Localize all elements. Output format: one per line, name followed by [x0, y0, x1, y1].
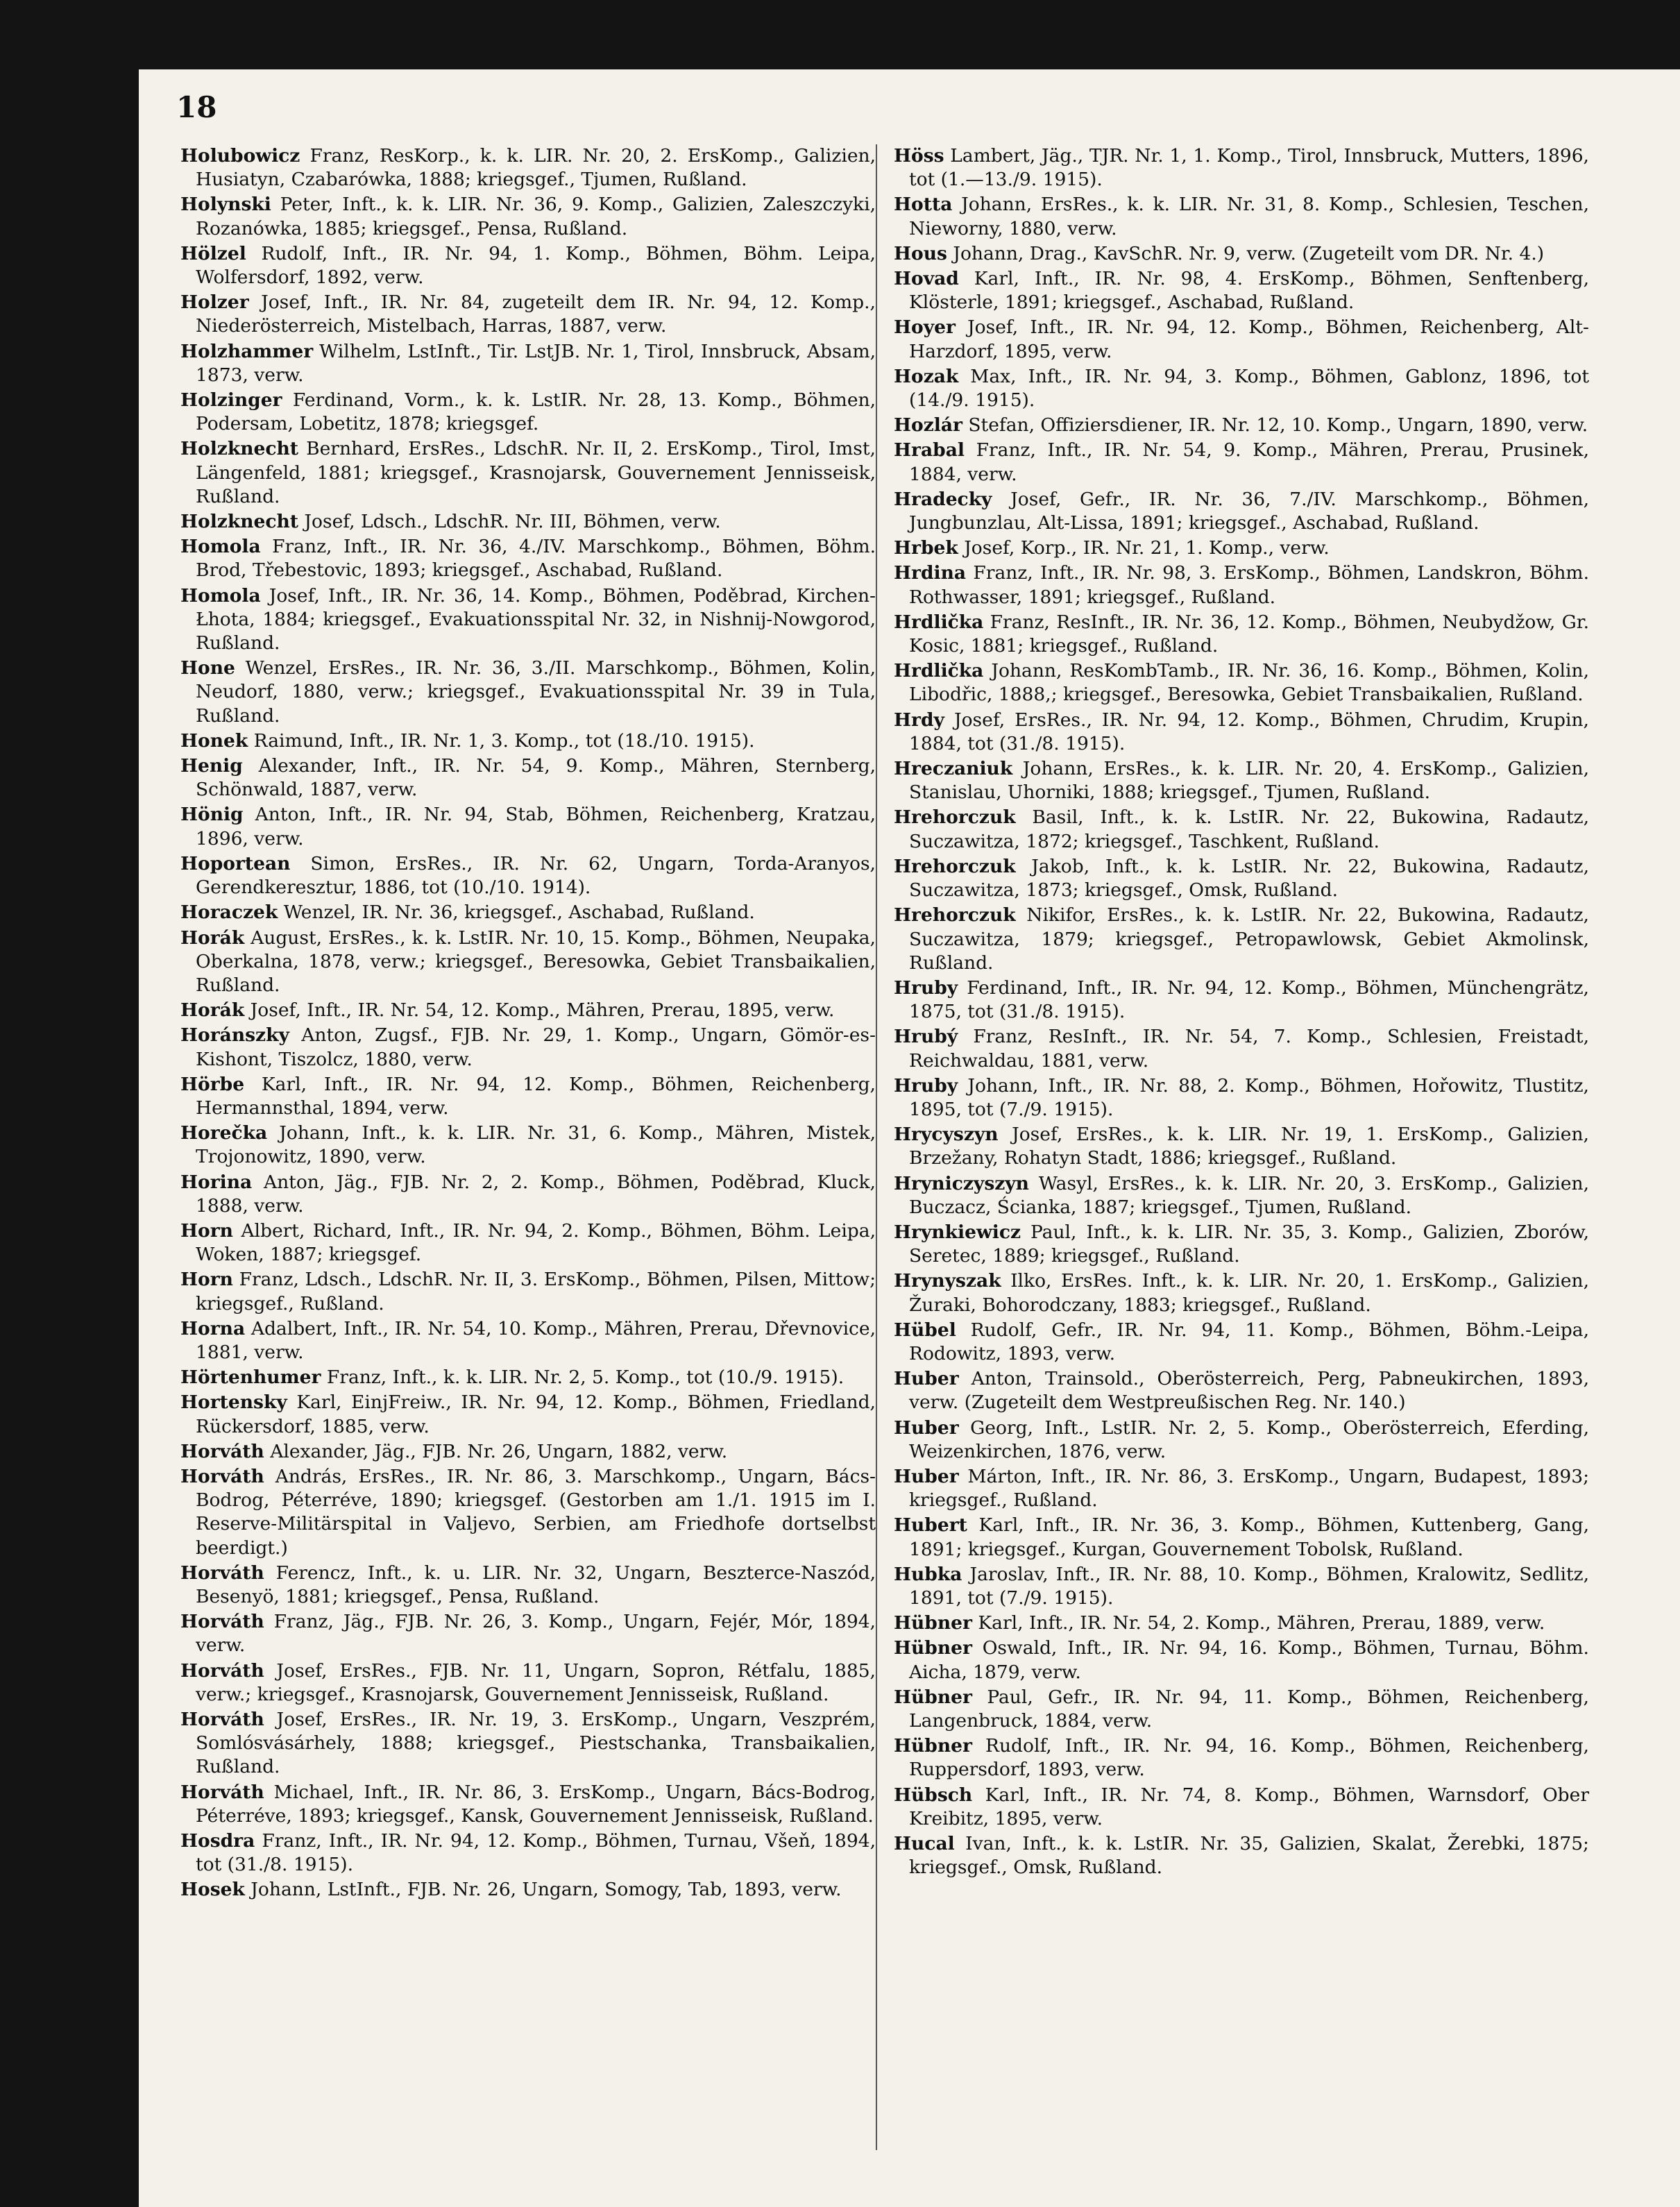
entry-details: Márton, Inft., IR. Nr. 86, 3. ErsKomp., Ungarn, Budapest, 1893; kriegsgef., Rußland. [909, 1465, 1589, 1512]
entry-surname: Hrynkiewicz [894, 1221, 1021, 1243]
list-entry [894, 1074, 1589, 1122]
entry-surname: Höss [894, 145, 944, 167]
list-entry [180, 1024, 876, 1071]
entry-details: Alexander, Jäg., FJB. Nr. 26, Ungarn, 1882, verw. [270, 1440, 728, 1462]
entry-details: Simon, ErsRes., IR. Nr. 62, Ungarn, Torda-Aranyos, Gerendkeresztur, 1886, tot (10./10. 1914). [196, 852, 876, 899]
entry-surname: Honek [180, 729, 248, 752]
entry-details: Nikifor, ErsRes., k. k. LstIR. Nr. 22, Bukowina, Radautz, Suczawitza, 1879; kriegsgef., Petropawlowsk, Gebiet Akmolinsk, Rußland. [909, 904, 1589, 974]
list-entry [894, 144, 1589, 192]
entry-surname: Horina [180, 1171, 253, 1193]
entry-details: Franz, Inft., IR. Nr. 36, 4./IV. Marschkomp., Böhmen, Böhm. Brod, Třebestovic, 1893; kriegsgef., Aschabad, Rußland. [196, 536, 876, 582]
entry-surname: Horváth [180, 1659, 264, 1682]
list-entry [180, 1219, 876, 1267]
entry-details: Georg, Inft., LstIR. Nr. 2, 5. Komp., Oberösterreich, Eferding, Weizenkirchen, 1876, verw. [909, 1417, 1589, 1462]
entry-surname: Hörbe [180, 1073, 245, 1095]
list-entry [894, 1465, 1589, 1512]
list-entry [180, 1708, 876, 1779]
entry-details: Wilhelm, LstInft., Tir. LstJB. Nr. 1, Tirol, Innsbruck, Absam, 1873, verw. [196, 340, 876, 386]
list-entry [180, 999, 876, 1022]
entry-surname: Horaczek [180, 902, 278, 924]
list-entry [180, 1366, 876, 1389]
entry-surname: Hoyer [894, 316, 956, 339]
entry-details: Anton, Jäg., FJB. Nr. 2, 2. Komp., Böhmen, Poděbrad, Kluck, 1888, verw. [196, 1171, 876, 1217]
list-entry [894, 1734, 1589, 1782]
right-column [894, 144, 1589, 1881]
entry-surname: Hoportean [180, 852, 291, 874]
list-entry [180, 657, 876, 728]
entry-details: Wasyl, ErsRes., k. k. LIR. Nr. 20, 3. ErsKomp., Galizien, Buczacz, Ścianka, 1887; kriegsgef., Tjumen, Rußland. [909, 1172, 1589, 1218]
entry-surname: Hrdlička [894, 611, 984, 633]
entry-details: Josef, ErsRes., IR. Nr. 19, 3. ErsKomp., Ungarn, Veszprém, Somlósvásárhely, 1888; kriegsgef., Piestschanka, Transbaikalien, Rußland. [196, 1709, 876, 1778]
entry-surname: Hosdra [180, 1830, 255, 1852]
entry-details: Adalbert, Inft., IR. Nr. 54, 10. Komp., Mähren, Prerau, Dřevnovice, 1881, verw. [196, 1317, 876, 1363]
entry-surname: Horák [180, 927, 245, 949]
entry-surname: Hovad [894, 268, 959, 290]
entry-surname: Hrehorczuk [894, 855, 1016, 877]
entry-surname: Hreczaniuk [894, 758, 1013, 780]
list-entry [180, 1659, 876, 1707]
list-entry [894, 1319, 1589, 1366]
entry-details: Franz, Inft., IR. Nr. 94, 12. Komp., Böhmen, Turnau, Všeň, 1894, tot (31./8. 1915). [196, 1830, 876, 1876]
document-page [139, 69, 1680, 2207]
list-entry [894, 1832, 1589, 1879]
entry-details: Josef, Inft., IR. Nr. 54, 12. Komp., Mähren, Prerau, 1895, verw. [250, 999, 835, 1022]
entry-surname: Hübner [894, 1735, 972, 1757]
entry-details: Rudolf, Inft., IR. Nr. 94, 1. Komp., Böhmen, Böhm. Leipa, Wolfersdorf, 1892, verw. [196, 242, 876, 289]
entry-details: Josef, ErsRes., FJB. Nr. 11, Ungarn, Sopron, Rétfalu, 1885, verw.; kriegsgef., Krasnojarsk, Gouvernement Jennisseisk, Rußland. [196, 1659, 876, 1705]
entry-details: Lambert, Jäg., TJR. Nr. 1, 1. Komp., Tirol, Innsbruck, Mutters, 1896, tot (1.—13./9. 1915). [909, 145, 1589, 191]
list-entry [180, 1465, 876, 1560]
list-entry [894, 806, 1589, 853]
entry-details: Karl, Inft., IR. Nr. 94, 12. Komp., Böhmen, Reichenberg, Hermannsthal, 1894, verw. [196, 1073, 876, 1119]
entry-details: Ferdinand, Inft., IR. Nr. 94, 12. Komp., Böhmen, Münchengrätz, 1875, tot (31./8. 1915). [909, 976, 1589, 1023]
entry-surname: Hrbek [894, 537, 958, 559]
entry-details: Karl, EinjFreiw., IR. Nr. 94, 12. Komp., Böhmen, Friedland, Rückersdorf, 1885, verw. [196, 1392, 876, 1437]
entry-surname: Hübner [894, 1612, 972, 1634]
list-entry [180, 803, 876, 850]
entry-details: Josef, Inft., IR. Nr. 84, zugeteilt dem IR. Nr. 94, 12. Komp., Niederösterreich, Mistelbach, Harras, 1887, verw. [196, 291, 876, 337]
entry-surname: Horváth [180, 1562, 264, 1584]
list-entry [180, 510, 876, 534]
entry-surname: Hous [894, 242, 947, 264]
entry-surname: Hrdy [894, 709, 944, 731]
entry-details: Franz, Inft., IR. Nr. 54, 9. Komp., Mähren, Prerau, Prusinek, 1884, verw. [909, 439, 1589, 485]
entry-details: Franz, Ldsch., LdschR. Nr. II, 3. ErsKomp., Böhmen, Pilsen, Mittow; kriegsgef., Rußland. [196, 1269, 876, 1314]
entry-surname: Hubka [894, 1563, 962, 1585]
entry-details: Josef, Ldsch., LdschR. Nr. III, Böhmen, verw. [304, 511, 721, 533]
entry-details: Peter, Inft., k. k. LIR. Nr. 36, 9. Komp., Galizien, Zaleszczyki, Rozanówka, 1885; kriegsgef., Pensa, Rußland. [196, 194, 876, 239]
entry-surname: Hübner [894, 1637, 972, 1659]
list-entry [894, 536, 1589, 560]
list-entry [894, 561, 1589, 609]
entry-details: Johann, LstInft., FJB. Nr. 26, Ungarn, Somogy, Tab, 1893, verw. [251, 1879, 842, 1901]
entry-surname: Hrubý [894, 1026, 958, 1048]
entry-surname: Hübel [894, 1319, 956, 1341]
entry-details: Karl, Inft., IR. Nr. 74, 8. Komp., Böhmen, Warnsdorf, Ober Kreibitz, 1895, verw. [909, 1784, 1589, 1829]
list-entry [894, 1637, 1589, 1684]
entry-surname: Hruby [894, 1074, 958, 1097]
entry-surname: Hruby [894, 976, 958, 999]
entry-surname: Horváth [180, 1611, 264, 1633]
list-entry [894, 439, 1589, 486]
entry-surname: Hrycyszyn [894, 1124, 999, 1146]
entry-details: Johann, Inft., k. k. LIR. Nr. 31, 6. Komp., Mähren, Mistek, Trojonowitz, 1890, verw. [196, 1122, 876, 1168]
entry-surname: Holzknecht [180, 511, 298, 533]
entry-details: Ferencz, Inft., k. u. LIR. Nr. 32, Ungarn, Beszterce-Naszód, Besenyö, 1881; kriegsgef., Pensa, Rußland. [196, 1562, 876, 1607]
entry-details: Jakob, Inft., k. k. LstIR. Nr. 22, Bukowina, Radautz, Suczawitza, 1873; kriegsgef., Omsk, Rußland. [909, 855, 1589, 902]
list-entry [894, 1417, 1589, 1464]
entry-surname: Hübner [894, 1686, 972, 1708]
list-entry [180, 437, 876, 509]
list-entry [894, 1367, 1589, 1414]
list-entry [180, 291, 876, 338]
entry-details: Karl, Inft., IR. Nr. 98, 4. ErsKomp., Böhmen, Senftenberg, Klösterle, 1891; kriegsgef., Aschabad, Rußland. [909, 268, 1589, 314]
entry-details: Johann, ErsRes., k. k. LIR. Nr. 31, 8. Komp., Schlesien, Teschen, Nieworny, 1880, verw. [909, 194, 1589, 239]
entry-surname: Horváth [180, 1440, 264, 1462]
entry-surname: Holzhammer [180, 340, 314, 362]
entry-details: Karl, Inft., IR. Nr. 54, 2. Komp., Mähren, Prerau, 1889, verw. [978, 1612, 1545, 1634]
entry-surname: Hrabal [894, 439, 965, 462]
entry-surname: Holzknecht [180, 438, 298, 460]
list-entry [894, 1612, 1589, 1635]
entry-details: Josef, Inft., IR. Nr. 36, 14. Komp., Böhmen, Poděbrad, Kirchen-Łhota, 1884; kriegsgef., Evakuationsspital Nr. 32, in Nishnij-Nowgorod, Rußland. [196, 584, 876, 654]
entry-details: Josef, ErsRes., k. k. LIR. Nr. 19, 1. ErsKomp., Galizien, Brzežany, Rohatyn Stadt, 1886; kriegsgef., Rußland. [909, 1124, 1589, 1169]
list-entry [180, 927, 876, 998]
entry-details: Franz, Jäg., FJB. Nr. 26, 3. Komp., Ungarn, Fejér, Mór, 1894, verw. [196, 1611, 876, 1657]
entry-surname: Hotta [894, 194, 953, 216]
list-entry [894, 414, 1589, 437]
entry-surname: Horna [180, 1317, 246, 1339]
entry-surname: Horák [180, 999, 245, 1022]
entry-details: Johann, ErsRes., k. k. LIR. Nr. 20, 4. ErsKomp., Galizien, Stanislau, Uhorniki, 1888; kriegsgef., Tjumen, Rußland. [909, 758, 1590, 804]
list-entry [894, 976, 1589, 1024]
entry-surname: Horn [180, 1219, 233, 1242]
entry-surname: Holynski [180, 194, 271, 216]
entry-details: Oswald, Inft., IR. Nr. 94, 16. Komp., Böhmen, Turnau, Böhm. Aicha, 1879, verw. [909, 1637, 1589, 1683]
list-entry [180, 1073, 876, 1120]
list-entry [894, 709, 1589, 756]
list-entry [894, 1025, 1589, 1072]
list-entry [894, 1514, 1589, 1561]
entry-details: Ilko, ErsRes. Inft., k. k. LIR. Nr. 20, 1. ErsKomp., Galizien, Žuraki, Bohorodczany, 1883; kriegsgef., Rußland. [909, 1270, 1589, 1316]
entry-details: Anton, Inft., IR. Nr. 94, Stab, Böhmen, Reichenberg, Kratzau, 1896, verw. [196, 804, 876, 849]
entry-details: Raimund, Inft., IR. Nr. 1, 3. Komp., tot (18./10. 1915). [253, 729, 755, 752]
entry-details: Franz, ResInft., IR. Nr. 36, 12. Komp., Böhmen, Neubydžow, Gr. Kosic, 1881; kriegsgef., Rußland. [909, 611, 1589, 657]
list-entry [894, 1221, 1589, 1268]
page-number: 18 [176, 90, 217, 124]
entry-details: Michael, Inft., IR. Nr. 86, 3. ErsKomp., Ungarn, Bács-Bodrog, Péterréve, 1893; kriegsgef., Kansk, Gouvernement Jennisseisk, Rußland. [196, 1781, 876, 1827]
entry-details: Franz, ResKorp., k. k. LIR. Nr. 20, 2. ErsKomp., Galizien, Husiatyn, Czabarówka, 1888; kriegsgef., Tjumen, Rußland. [196, 145, 876, 191]
entry-surname: Hrehorczuk [894, 904, 1016, 927]
list-entry [180, 1122, 876, 1169]
entry-surname: Horn [180, 1269, 233, 1291]
entry-details: Wenzel, ErsRes., IR. Nr. 36, 3./II. Marschkomp., Böhmen, Kolin, Neudorf, 1880, verw.; kriegsgef., Evakuationsspital Nr. 39 in Tula, Rußland. [196, 657, 876, 727]
entry-surname: Homola [180, 536, 261, 558]
list-entry [180, 389, 876, 436]
entry-surname: Holzinger [180, 389, 282, 412]
list-entry [180, 1781, 876, 1828]
entry-details: Ferdinand, Vorm., k. k. LstIR. Nr. 28, 13. Komp., Böhmen, Podersam, Lobetitz, 1878; kriegsgef. [196, 389, 876, 435]
list-entry [180, 584, 876, 656]
list-entry [180, 1610, 876, 1657]
entry-details: Bernhard, ErsRes., LdschR. Nr. II, 2. ErsKomp., Tirol, Imst, Längenfeld, 1881; kriegsgef., Krasnojarsk, Gouvernement Jennisseisk, Rußland. [196, 438, 876, 507]
list-entry [180, 193, 876, 240]
list-entry [894, 267, 1589, 314]
entry-surname: Hortensky [180, 1392, 287, 1414]
entry-surname: Hone [180, 657, 235, 679]
list-entry [180, 729, 876, 753]
entry-details: Rudolf, Gefr., IR. Nr. 94, 11. Komp., Böhmen, Böhm.-Leipa, Rodowitz, 1893, verw. [909, 1319, 1589, 1364]
entry-details: Stefan, Offiziersdiener, IR. Nr. 12, 10. Komp., Ungarn, 1890, verw. [968, 414, 1588, 437]
list-entry [894, 1172, 1589, 1219]
list-entry [894, 365, 1589, 412]
entry-details: August, ErsRes., k. k. LstIR. Nr. 10, 15. Komp., Böhmen, Neupaka, Oberkalna, 1878, verw.; kriegsgef., Beresowka, Gebiet Transbaikalien, Rußland. [196, 927, 876, 996]
entry-surname: Hosek [180, 1879, 245, 1901]
entry-surname: Hryniczyszyn [894, 1172, 1029, 1194]
entry-surname: Hrdina [894, 562, 967, 584]
list-entry [180, 852, 876, 899]
entry-details: Josef, Inft., IR. Nr. 94, 12. Komp., Böhmen, Reichenberg, Alt-Harzdorf, 1895, verw. [909, 316, 1589, 362]
entry-details: Ivan, Inft., k. k. LstIR. Nr. 35, Galizien, Skalat, Žerebki, 1875; kriegsgef., Omsk, Rußland. [909, 1833, 1589, 1879]
list-entry [894, 659, 1589, 707]
entry-surname: Huber [894, 1465, 959, 1487]
entry-details: Johann, Drag., KavSchR. Nr. 9, verw. (Zugeteilt vom DR. Nr. 4.) [953, 242, 1545, 264]
entry-details: Jaroslav, Inft., IR. Nr. 88, 10. Komp., Böhmen, Kralowitz, Sedlitz, 1891, tot (7./9. 1915). [909, 1563, 1589, 1609]
entry-surname: Horánszky [180, 1024, 289, 1047]
entry-surname: Holzer [180, 291, 249, 314]
entry-details: Karl, Inft., IR. Nr. 36, 3. Komp., Böhmen, Kuttenberg, Gang, 1891; kriegsgef., Kurgan, Gouvernement Tobolsk, Rußland. [909, 1514, 1589, 1560]
list-entry [894, 904, 1589, 975]
entry-details: Josef, Korp., IR. Nr. 21, 1. Komp., verw. [964, 537, 1330, 559]
entry-details: Franz, Inft., IR. Nr. 98, 3. ErsKomp., Böhmen, Landskron, Böhm. Rothwasser, 1891; kriegsgef., Rußland. [909, 562, 1589, 608]
list-entry [894, 611, 1589, 658]
list-entry [180, 1829, 876, 1877]
entry-details: Johann, Inft., IR. Nr. 88, 2. Komp., Böhmen, Hořowitz, Tlustitz, 1895, tot (7./9. 1915). [909, 1074, 1589, 1120]
list-entry [894, 1123, 1589, 1170]
entry-surname: Hrynyszak [894, 1270, 1001, 1292]
entry-details: Franz, ResInft., IR. Nr. 54, 7. Komp., Schlesien, Freistadt, Reichwaldau, 1881, verw. [909, 1026, 1589, 1072]
list-entry [894, 1269, 1589, 1317]
entry-details: Albert, Richard, Inft., IR. Nr. 94, 2. Komp., Böhmen, Böhm. Leipa, Woken, 1887; kriegsgef. [196, 1219, 876, 1266]
entry-details: Basil, Inft., k. k. LstIR. Nr. 22, Bukowina, Radautz, Suczawitza, 1872; kriegsgef., Taschkent, Rußland. [909, 806, 1589, 852]
list-entry [894, 193, 1589, 240]
column-divider [876, 144, 877, 2150]
entry-surname: Huber [894, 1368, 959, 1390]
list-entry [894, 757, 1589, 804]
left-column [180, 144, 876, 1904]
entry-details: Johann, ResKombTamb., IR. Nr. 36, 16. Komp., Böhmen, Kolin, Libodřic, 1888,; kriegsgef., Beresowka, Gebiet Transbaikalien, Rußland. [909, 660, 1589, 706]
entry-surname: Horváth [180, 1465, 264, 1487]
entry-details: Paul, Inft., k. k. LIR. Nr. 35, 3. Komp., Galizien, Zborów, Seretec, 1889; kriegsgef., Rußland. [909, 1221, 1589, 1267]
entry-surname: Horečka [180, 1122, 268, 1144]
entry-surname: Hucal [894, 1833, 955, 1855]
entry-details: Anton, Zugsf., FJB. Nr. 29, 1. Komp., Ungarn, Gömör-es-Kishont, Tiszolcz, 1880, verw. [196, 1024, 876, 1070]
entry-details: Josef, Gefr., IR. Nr. 36, 7./IV. Marschkomp., Böhmen, Jungbunzlau, Alt-Lissa, 1891; kriegsgef., Aschabad, Rußland. [909, 488, 1589, 534]
list-entry [180, 242, 876, 289]
entry-surname: Hübsch [894, 1784, 973, 1806]
entry-surname: Hubert [894, 1514, 967, 1537]
entry-surname: Homola [180, 584, 261, 607]
entry-surname: Henig [180, 755, 243, 777]
list-entry [894, 1563, 1589, 1610]
list-entry [180, 1562, 876, 1609]
entry-details: Alexander, Inft., IR. Nr. 54, 9. Komp., Mähren, Sternberg, Schönwald, 1887, verw. [196, 755, 876, 801]
entry-details: Josef, ErsRes., IR. Nr. 94, 12. Komp., Böhmen, Chrudim, Krupin, 1884, tot (31./8. 1915). [909, 709, 1589, 754]
list-entry [180, 1268, 876, 1315]
list-entry [180, 1440, 876, 1464]
list-entry [180, 144, 876, 192]
entry-surname: Huber [894, 1417, 959, 1439]
list-entry [180, 1317, 876, 1364]
list-entry [180, 1391, 876, 1438]
entry-details: András, ErsRes., IR. Nr. 86, 3. Marschkomp., Ungarn, Bács-Bodrog, Péterréve, 1890; kriegsgef. (Gestorben am 1./1. 1915 im I. Reserve-Militärspital in Valjevo, Serbien, am Friedhofe dortselbst beerdigt.) [196, 1465, 876, 1559]
entry-surname: Hozlár [894, 414, 962, 437]
entry-details: Rudolf, Inft., IR. Nr. 94, 16. Komp., Böhmen, Reichenberg, Ruppersdorf, 1893, verw. [909, 1735, 1589, 1781]
entry-surname: Horváth [180, 1709, 264, 1730]
list-entry [180, 535, 876, 582]
list-entry [180, 754, 876, 802]
entry-surname: Hrehorczuk [894, 806, 1016, 829]
list-entry [180, 1878, 876, 1902]
entry-surname: Holubowicz [180, 145, 300, 167]
list-entry [894, 1686, 1589, 1733]
entry-details: Paul, Gefr., IR. Nr. 94, 11. Komp., Böhmen, Reichenberg, Langenbruck, 1884, verw. [909, 1686, 1589, 1732]
list-entry [180, 901, 876, 924]
entry-surname: Hradecky [894, 488, 992, 510]
list-entry [894, 488, 1589, 535]
entry-details: Anton, Trainsold., Oberösterreich, Perg, Pabneukirchen, 1893, verw. (Zugeteilt dem Westpreußischen Reg. Nr. 140.) [909, 1368, 1589, 1414]
list-entry [894, 242, 1589, 266]
entry-surname: Hölzel [180, 242, 246, 264]
entry-details: Wenzel, IR. Nr. 36, kriegsgef., Aschabad, Rußland. [283, 902, 755, 924]
entry-surname: Hrdlička [894, 660, 984, 682]
entry-surname: Hozak [894, 365, 959, 387]
list-entry [180, 1171, 876, 1218]
list-entry [180, 340, 876, 387]
entry-details: Franz, Inft., k. k. LIR. Nr. 2, 5. Komp., tot (10./9. 1915). [326, 1367, 845, 1389]
entry-surname: Horváth [180, 1781, 264, 1803]
entry-details: Max, Inft., IR. Nr. 94, 3. Komp., Böhmen, Gablonz, 1896, tot (14./9. 1915). [909, 365, 1589, 412]
list-entry [894, 1784, 1589, 1831]
list-entry [894, 855, 1589, 902]
entry-surname: Hörtenhumer [180, 1367, 321, 1389]
list-entry [894, 316, 1589, 363]
entry-surname: Hönig [180, 804, 244, 826]
